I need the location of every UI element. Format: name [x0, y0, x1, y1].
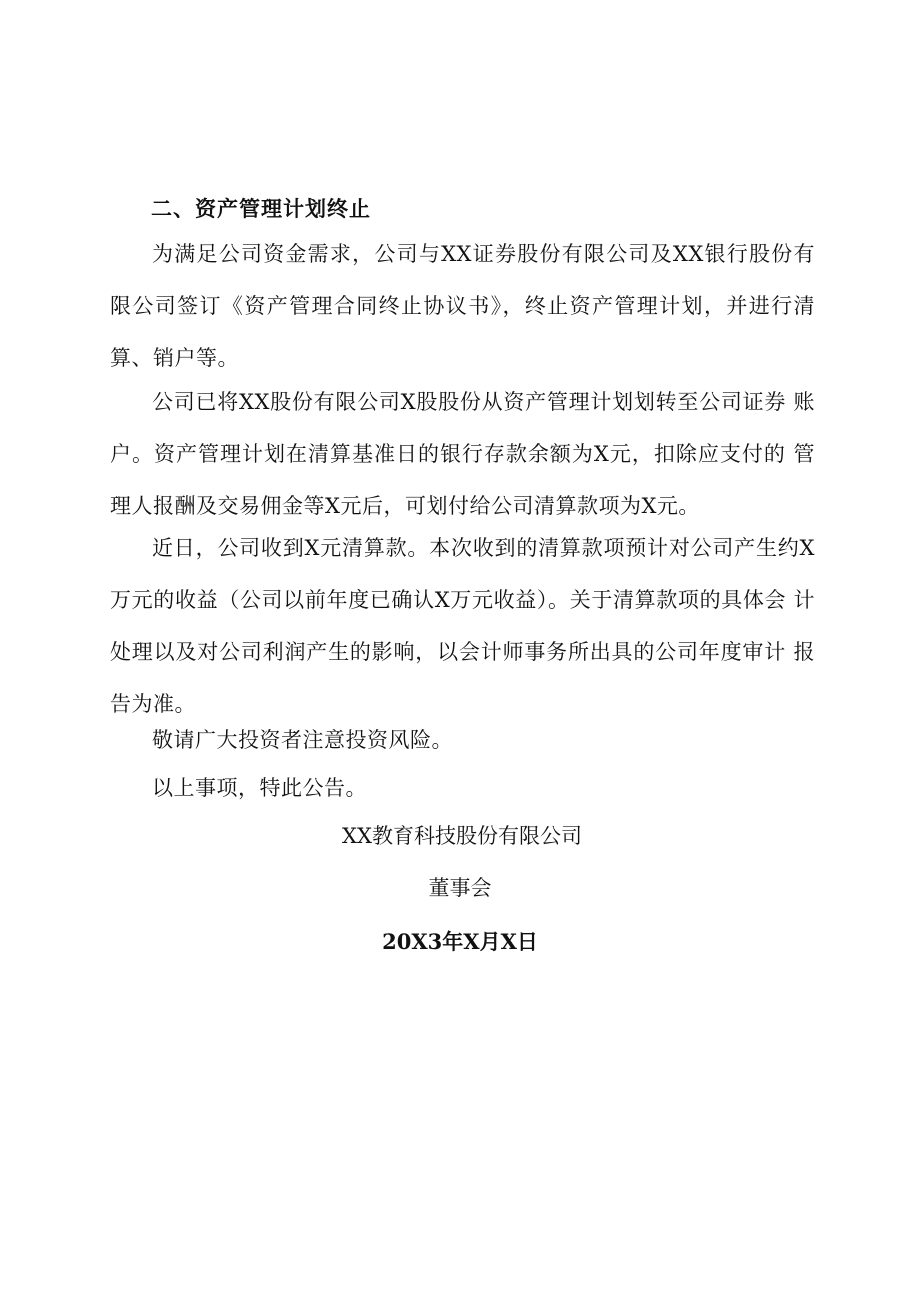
signature-date: 20X3年X月X日 [382, 929, 538, 954]
paragraph-closing: 以上事项，特此公告。 [152, 776, 367, 800]
paragraph-risk-warning: 敬请广大投资者注意投资风险。 [152, 728, 453, 752]
signature-board: 董事会 [428, 876, 492, 900]
paragraph-share-transfer: 公司已将XX股份有限公司X股股份从资产管理计划划转至公司证券 账户。资产管理计划在清算基准日的银行存款余额为X元，扣除应支付的 管理人报酬及交易佣金等X元后，可划付给公司清算款项为X元。 [110, 390, 815, 518]
paragraph-settlement-income: 近日，公司收到X元清算款。本次收到的清算款项预计对公司产生约X万元的收益（公司以前年度已确认X万元收益）。关于清算款项的具体会 计处理以及对公司利润产生的影响，以会计师事务所出具的公司年度审计 报告为准。 [110, 536, 815, 716]
section-heading: 二、资产管理计划终止 [151, 196, 371, 221]
signature-company: XX教育科技股份有限公司 [342, 824, 582, 848]
paragraph-termination-agreement: 为满足公司资金需求，公司与XX证券股份有限公司及XX银行股份有 限公司签订《资产管理合同终止协议书》，终止资产管理计划，并进行清 算、销户等。 [110, 242, 815, 370]
